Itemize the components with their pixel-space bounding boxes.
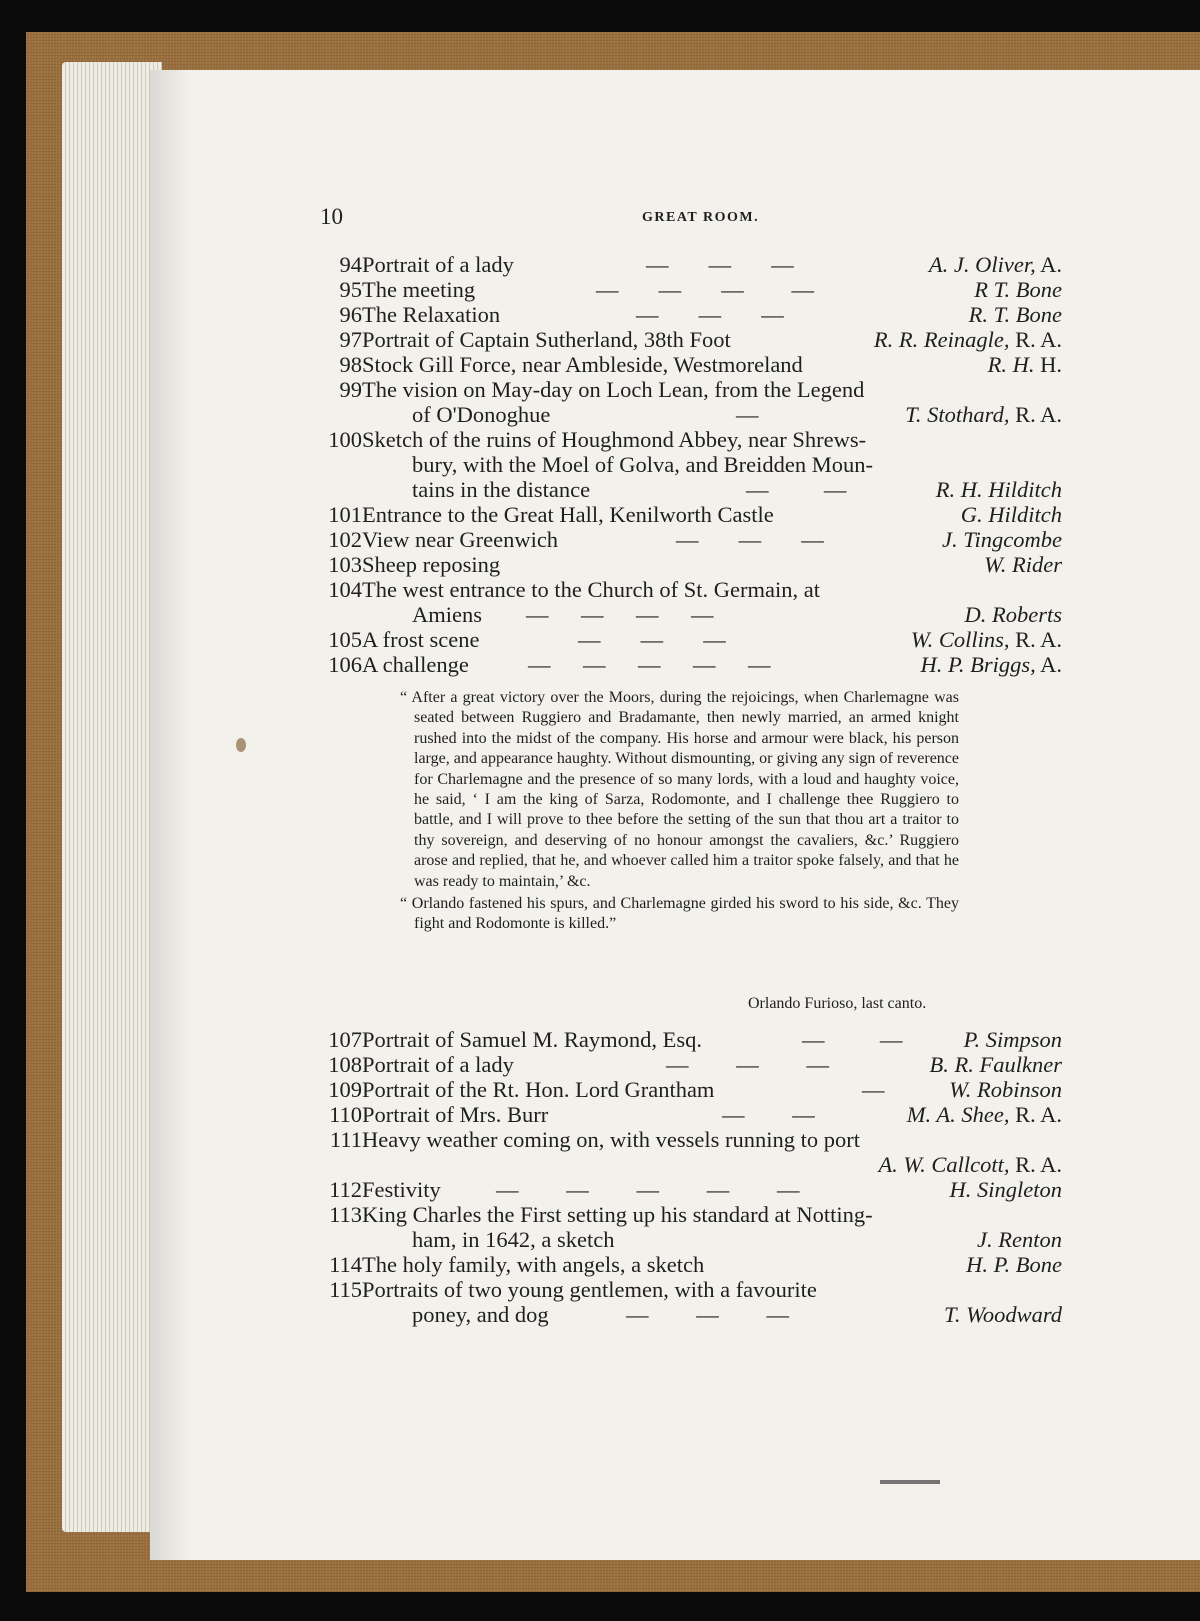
quotation-source: Orlando Furioso, last canto. [748, 995, 927, 1012]
entry-title: Portrait of Captain Sutherland, 38th Foot [362, 327, 731, 352]
entry-number: 110 [329, 1102, 362, 1127]
entry-artist: J. Tingcombe [942, 527, 1062, 552]
leader-dashes: — — — — — [528, 652, 773, 677]
entry-artist: D. Roberts [964, 602, 1062, 627]
gutter-shadow [150, 70, 190, 1560]
entry-number: 103 [328, 552, 362, 577]
leader-dashes: — — — [646, 252, 796, 277]
entry-title: View near Greenwich [362, 527, 559, 552]
entry-title-line: The vision on May-day on Loch Lean, from the Legend [362, 377, 865, 402]
entry-title: Portrait of the Rt. Hon. Lord Grantham [362, 1077, 715, 1102]
entry-artist: G. Hilditch [960, 502, 1062, 527]
leader-dashes: — — — [636, 302, 786, 327]
entry-artist: M. A. Shee, R. A. [906, 1102, 1062, 1127]
entry-number: 114 [329, 1252, 362, 1277]
entry-number: 96 [339, 302, 362, 327]
quotation-paragraph: “ After a great victory over the Moors, during the rejoicings, when Charlemagne was seated between Ruggiero and Bradamante, then newly married, an armed knight rushed into the midst of the company. His horse and armour were black, his person large, and appearance haughty. Without dismounting, or giving any sign of reverence for Charlemagne and the presence of so many lords, with a loud and haughty voice, he said, ‘ I am the king of Sarza, Rodomonte, and I challenge thee Ruggiero to battle, and I will prove to thee before the setting of the sun that thou art a traitor to thy sovereign, and deserving of no honour amongst the cavaliers, &c.’ Ruggiero arose and replied, that he, and whoever called him a traitor spoke falsely, and that he was ready to maintain,’ &c. [400, 689, 959, 890]
entry-title-line: of O'Donoghue [412, 402, 551, 427]
entry-number: 94 [339, 252, 362, 277]
entry-artist: R T. Bone [974, 277, 1062, 302]
foxing-spot [236, 738, 246, 752]
entry-artist: R. T. Bone [968, 302, 1062, 327]
entry-number: 112 [329, 1177, 362, 1202]
leader-dashes: — — — — — [496, 1177, 802, 1202]
entry-title: The holy family, with angels, a sketch [362, 1252, 705, 1277]
catalogue-entry [316, 1127, 1062, 1179]
catalogue-entry [316, 377, 1062, 429]
entry-number: 108 [328, 1052, 362, 1077]
entry-number: 104 [328, 577, 362, 602]
leader-dashes: — — — [676, 527, 826, 552]
entry-number: 100 [328, 427, 362, 452]
entry-title-line: The west entrance to the Church of St. Germain, at [362, 577, 820, 602]
catalogue-entry [316, 552, 1062, 578]
entry-number: 101 [328, 502, 362, 527]
catalogue-entry [316, 527, 1062, 553]
catalogue-entry [316, 1027, 1062, 1053]
catalogue-entry [316, 1077, 1062, 1103]
entry-title: Portrait of a lady [362, 1052, 514, 1077]
entry-artist: R. H. Hilditch [935, 477, 1062, 502]
leader-dashes: — — — — [526, 602, 716, 627]
ink-bleed-mark [880, 1480, 940, 1484]
catalogue-entry [316, 427, 1062, 505]
entry-artist: H. Singleton [949, 1177, 1062, 1202]
catalogue-entry [316, 1177, 1062, 1203]
entry-title: The meeting [362, 277, 476, 302]
entry-artist: A. J. Oliver, A. [928, 252, 1062, 277]
entry-artist: H. P. Bone [966, 1252, 1062, 1277]
catalogue-entry [316, 652, 1062, 678]
entry-artist: J. Renton [977, 1227, 1062, 1252]
entry-artist: W. Rider [984, 552, 1062, 577]
catalogue-entry [316, 302, 1062, 328]
entry-artist: W. Robinson [949, 1077, 1062, 1102]
leader-dashes: — — — [666, 1052, 831, 1077]
entry-number: 99 [339, 377, 362, 402]
page-edges [62, 62, 162, 1532]
entry-title-line: Amiens [412, 602, 482, 627]
catalogue-entry [316, 327, 1062, 353]
catalogue-entry [316, 1102, 1062, 1128]
entry-number: 106 [328, 652, 362, 677]
running-head: GREAT ROOM. [642, 210, 760, 225]
entry-number: 107 [328, 1027, 362, 1052]
leader-dashes: — — [802, 1027, 905, 1052]
catalogue-entry [316, 352, 1062, 378]
leader-dashes: — — — — [596, 277, 816, 302]
entry-number: 98 [339, 352, 362, 377]
entry-title: Portrait of Mrs. Burr [362, 1102, 549, 1127]
entry-title: Stock Gill Force, near Ambleside, Westmoreland [362, 352, 803, 377]
catalogue-entry [316, 1252, 1062, 1278]
catalogue-entry [316, 502, 1062, 528]
leader-dashes: — — — [626, 1302, 791, 1327]
entry-number: 105 [328, 627, 362, 652]
entry-title-line: bury, with the Moel of Golva, and Breidden Moun- [412, 452, 873, 477]
entry-number: 111 [329, 1127, 362, 1152]
catalogue-entry [316, 252, 1062, 278]
catalogue-entry [316, 577, 1062, 629]
entry-title-line: Portraits of two young gentlemen, with a favourite [362, 1277, 817, 1302]
catalogue-entry [316, 1277, 1062, 1329]
leader-dashes: — — [746, 477, 849, 502]
entry-number: 109 [328, 1077, 362, 1102]
entry-title: Entrance to the Great Hall, Kenilworth Castle [362, 502, 774, 527]
quotation-block [400, 688, 959, 935]
entry-title-line: Sketch of the ruins of Houghmond Abbey, near Shrews- [362, 427, 867, 452]
catalogue-entry [316, 1052, 1062, 1078]
entry-artist: T. Stothard, R. A. [905, 402, 1062, 427]
catalogue-entry [316, 627, 1062, 653]
entry-title-line: poney, and dog [412, 1302, 549, 1327]
entry-title-line: ham, in 1642, a sketch [412, 1227, 615, 1252]
entry-number: 97 [339, 327, 362, 352]
entry-artist: R. H. H. [987, 352, 1062, 377]
entry-number: 95 [339, 277, 362, 302]
entry-artist: R. R. Reinagle, R. A. [873, 327, 1062, 352]
entry-artist: H. P. Briggs, A. [920, 652, 1062, 677]
entry-artist: T. Woodward [944, 1302, 1062, 1327]
leader-dashes: — [736, 402, 761, 427]
leader-dashes: — — — [578, 627, 728, 652]
entry-number: 115 [329, 1277, 362, 1302]
entry-artist: W. Collins, R. A. [910, 627, 1062, 652]
leader-dashes: — [862, 1077, 887, 1102]
entry-title: A frost scene [362, 627, 480, 652]
catalogue-entry [316, 1202, 1062, 1254]
entry-number: 102 [328, 527, 362, 552]
leader-dashes: — — [722, 1102, 817, 1127]
entry-title: The Relaxation [362, 302, 501, 327]
entry-title: Portrait of a lady [362, 252, 514, 277]
entry-title: Sheep reposing [362, 552, 501, 577]
quotation-paragraph: “ Orlando fastened his spurs, and Charlemagne girded his sword to his side, &c. They fight and Rodomonte is killed.” [400, 895, 959, 933]
entry-title-line: King Charles the First setting up his standard at Notting- [362, 1202, 873, 1227]
entry-artist: A. W. Callcott, R. A. [878, 1152, 1062, 1177]
page-number: 10 [320, 204, 343, 229]
catalogue-entry [316, 277, 1062, 303]
entry-number: 113 [329, 1202, 362, 1227]
entry-artist: B. R. Faulkner [929, 1052, 1062, 1077]
entry-title: Heavy weather coming on, with vessels running to port [362, 1127, 861, 1152]
entry-title: A challenge [362, 652, 469, 677]
entry-title-line: tains in the distance [412, 477, 591, 502]
entry-title: Festivity [362, 1177, 441, 1202]
entry-artist: P. Simpson [963, 1027, 1062, 1052]
entry-title: Portrait of Samuel M. Raymond, Esq. [362, 1027, 702, 1052]
